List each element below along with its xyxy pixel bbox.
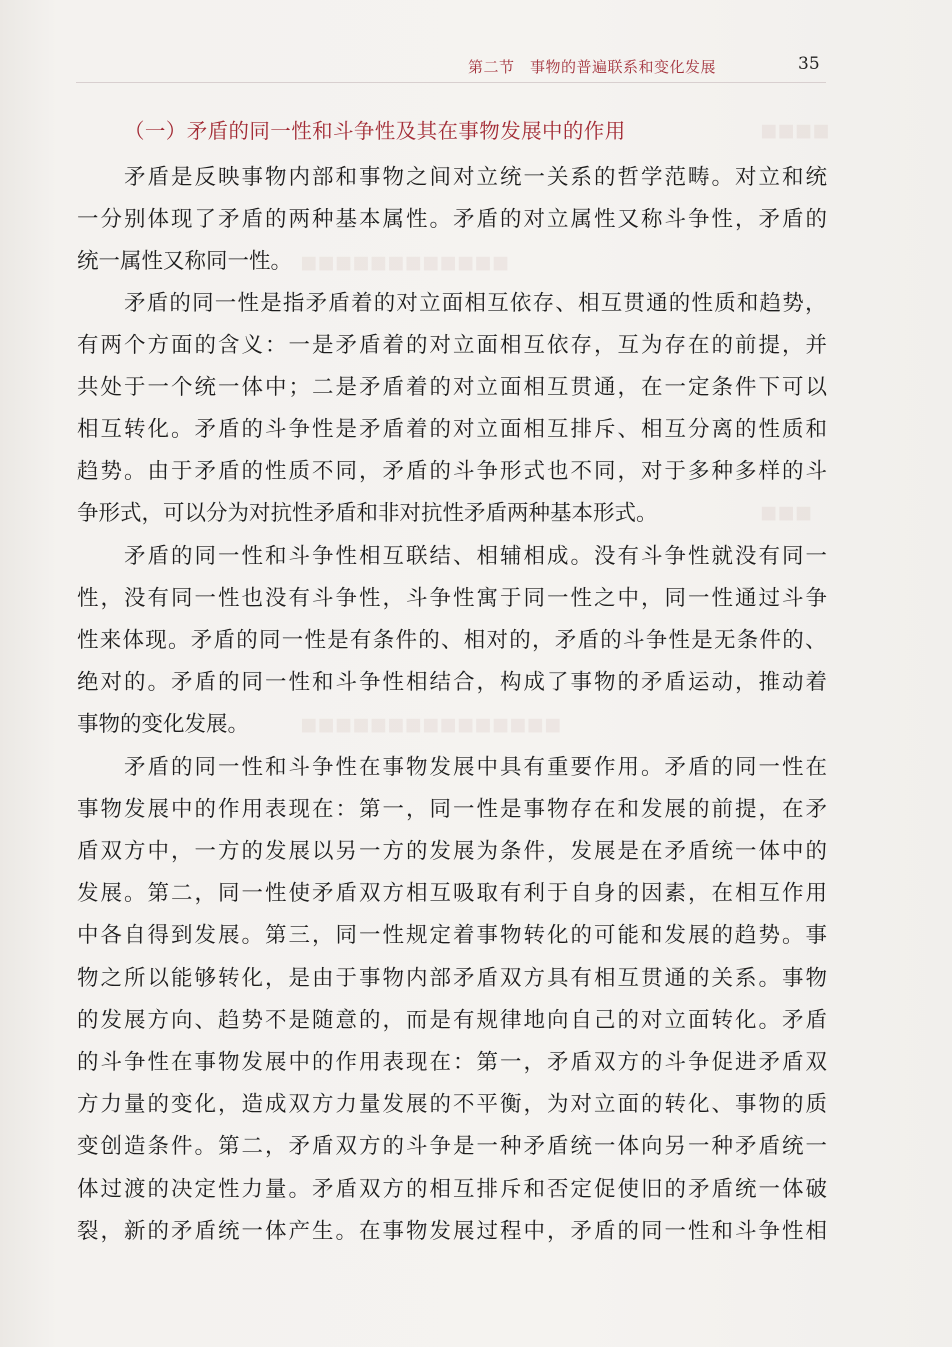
text-line: 矛盾的同一性和斗争性相互联结、相辅相成。没有斗争性就没有同一: [124, 544, 830, 569]
text-line: 盾双方中，一方的发展以另一方的发展为条件，发展是在矛盾统一体中的: [77, 839, 830, 864]
text-line: 中各自得到发展。第三，同一性规定着事物转化的可能和发展的趋势。事: [77, 923, 830, 948]
text-line: 的斗争性在事物发展中的作用表现在：第一，矛盾双方的斗争促进矛盾双: [77, 1050, 830, 1075]
text-line: 性，没有同一性也没有斗争性，斗争性寓于同一性之中，同一性通过斗争: [77, 586, 830, 611]
text-line: 发展。第二，同一性使矛盾双方相互吸取有利于自身的因素，在相互作用: [77, 881, 830, 906]
bleed-through-texture: ◼◼◼◼ ◼◼◼◼◼◼◼◼◼◼◼◼ ◼◼◼ ◼◼◼◼◼◼◼◼◼◼◼◼◼◼◼: [300, 118, 830, 736]
header-section-title: 第二节 事物的普遍联系和变化发展: [468, 58, 717, 76]
text-line: 有两个方面的含义：一是矛盾着的对立面相互依存，互为存在的前提，并: [77, 333, 830, 358]
text-line: 裂，新的矛盾统一体产生。在事物发展过程中，矛盾的同一性和斗争性相: [77, 1219, 830, 1244]
text-line: 矛盾的同一性是指矛盾着的对立面相互依存、相互贯通的性质和趋势，: [124, 291, 828, 316]
text-line: 的发展方向、趋势不是随意的，而是有规律地向自己的对立面转化。矛盾: [77, 1008, 830, 1033]
text-line: 相互转化。矛盾的斗争性是矛盾着的对立面相互排斥、相互分离的性质和: [77, 417, 830, 442]
running-header: [0, 56, 952, 86]
text-line: 性来体现。矛盾的同一性是有条件的、相对的，矛盾的斗争性是无条件的、: [77, 628, 828, 653]
text-line: 物之所以能够转化，是由于事物内部矛盾双方具有相互贯通的关系。事物: [77, 966, 830, 991]
page-number: 35: [798, 54, 820, 74]
text-line: 一分别体现了矛盾的两种基本属性。矛盾的对立属性又称斗争性，矛盾的: [77, 207, 830, 232]
text-line: 体过渡的决定性力量。矛盾双方的相互排斥和否定促使旧的矛盾统一体破: [77, 1177, 830, 1202]
text-line: 统一属性又称同一性。: [77, 249, 293, 274]
text-line: 事物的变化发展。: [77, 712, 250, 737]
text-line: 绝对的。矛盾的同一性和斗争性相结合，构成了事物的矛盾运动，推动着: [77, 670, 830, 695]
text-line: 争形式，可以分为对抗性矛盾和非对抗性矛盾两种基本形式。: [77, 501, 658, 526]
header-divider: [76, 82, 826, 83]
text-line: 方力量的变化，造成双方力量发展的不平衡，为对立面的转化、事物的质: [77, 1092, 830, 1117]
text-line: 共处于一个统一体中；二是矛盾着的对立面相互贯通，在一定条件下可以: [77, 375, 830, 400]
section-heading: （一）矛盾的同一性和斗争性及其在事物发展中的作用: [124, 119, 626, 143]
text-line: 变创造条件。第二，矛盾双方的斗争是一种矛盾统一体向另一种矛盾统一: [77, 1134, 830, 1159]
text-line: 矛盾是反映事物内部和事物之间对立统一关系的哲学范畴。对立和统: [124, 165, 830, 190]
text-line: 事物发展中的作用表现在：第一，同一性是事物存在和发展的前提，在矛: [77, 797, 830, 822]
text-line: 趋势。由于矛盾的性质不同，矛盾的斗争形式也不同，对于多种多样的斗: [77, 459, 830, 484]
text-line: 矛盾的同一性和斗争性在事物发展中具有重要作用。矛盾的同一性在: [124, 755, 830, 780]
